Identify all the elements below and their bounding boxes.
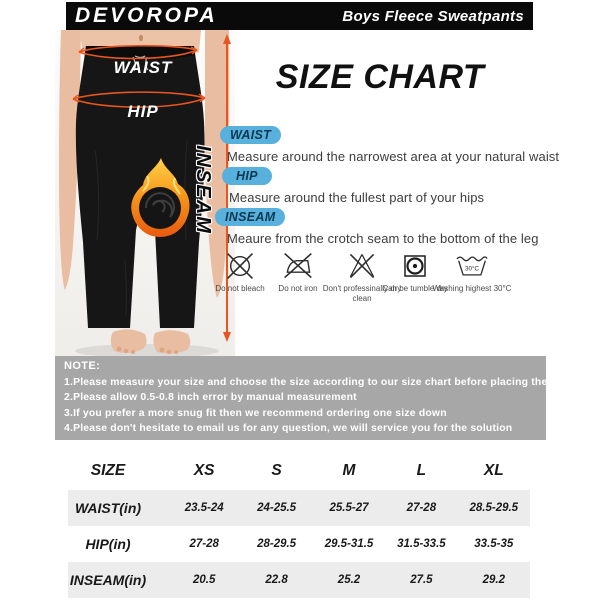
col-header: S [271,462,282,479]
cell: 27.5 [410,574,433,586]
cell: 27-28 [189,538,219,550]
svg-text:30°C: 30°C [465,265,479,273]
inseam-description: Meaure from the crotch seam to the bottom of the leg [227,231,539,246]
row-label: INSEAM(in) [69,572,147,588]
cell: 20.5 [193,574,216,586]
note-line-2: 2.Please allow 0.5-0.8 inch error by manual measurement [64,392,357,403]
cell: 23.5-24 [184,502,224,514]
right-foot [153,330,190,353]
care-label: Do not bleach [215,284,265,293]
row-label: HIP(in) [85,536,131,552]
table-row-inseam [48,562,530,598]
hip-photo-label: HIP [127,102,159,121]
product-title: Boys Fleece Sweatpants [342,7,524,25]
waist-badge: WAIST [220,126,281,144]
size-chart-title: SIZE CHART [275,58,485,96]
cell: 31.5-33.5 [397,538,446,550]
hip-description: Measure around the fullest part of your hips [229,190,485,205]
table-row-hip [48,526,530,562]
cell: 27-28 [406,502,437,514]
cell: 24-25.5 [257,502,297,514]
note-title: NOTE: [64,360,101,372]
care-label: Do not iron [278,284,318,293]
table-header-row [48,452,530,490]
care-label: Don't professinally dry clean [322,284,402,303]
sweatpants [76,46,205,328]
col-header: L [416,462,427,479]
care-item-washing-30c [432,250,512,294]
note-line-1: 1.Please measure your size and choose the size according to our size chart before placing the order [64,376,579,388]
row-label: WAIST(in) [74,500,142,516]
do-not-dry-clean-icon [345,250,379,282]
do-not-iron-icon [282,250,314,282]
note-line-4: 4.Please don't hesitate to email us for any question, we will service you for the solution [64,423,513,434]
cell: 28-29.5 [257,538,297,550]
note-box [55,356,579,440]
waist-photo-label: WAIST [113,58,173,77]
hip-badge: HIP [222,167,272,185]
care-label: Can be tumble dry [382,284,448,293]
do-not-bleach-icon [224,250,256,282]
waist-description: Measure around the narrowest area at your natural waist [227,149,560,164]
navel [139,35,143,41]
care-label: Washing highest 30°C [432,284,512,293]
inseam-badge: INSEAM [215,208,285,226]
inseam-photo-label: INSEAM [192,145,214,235]
col-header: M [342,462,356,479]
cell: 29.5-31.5 [324,538,374,550]
cell: 22.8 [265,574,288,586]
cell: 33.5-35 [474,538,514,550]
cell: 25.5-27 [329,502,369,514]
tumble-dry-icon [400,250,430,282]
col-header: XS [193,462,215,479]
col-header: XL [483,462,504,479]
col-header: SIZE [90,462,126,479]
note-line-3: 3.If you prefer a more snug fit then we recommend ordering one size down [64,407,447,419]
washing-30c-icon [454,250,490,282]
table-row-waist [48,490,530,526]
cell: 25.2 [337,574,361,586]
cell: 29.2 [482,574,505,586]
left-foot [111,329,147,353]
cell: 28.5-29.5 [469,502,519,514]
brand-logo: DEVOROPA [75,4,218,27]
size-table [48,452,530,598]
header-bar [66,2,533,30]
product-photo [55,30,235,360]
